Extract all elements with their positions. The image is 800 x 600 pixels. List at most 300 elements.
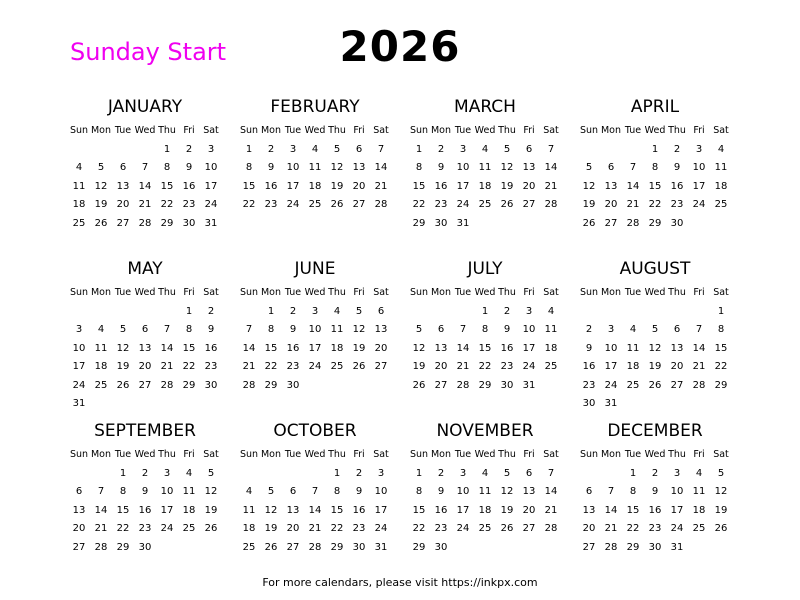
weekday-label: Wed	[304, 287, 326, 298]
day-cell: 27	[116, 217, 130, 229]
day-cell: 16	[434, 180, 448, 192]
empty-cell	[304, 465, 326, 484]
day-cell: 24	[286, 199, 300, 210]
day-cell: 12	[648, 342, 662, 354]
day-cell: 12	[582, 180, 596, 192]
day-cell: 20	[670, 361, 684, 372]
weekday-label: Mon	[600, 449, 622, 460]
month-february	[238, 92, 392, 254]
day-cell: 18	[714, 180, 728, 192]
weekday-label: Tue	[114, 125, 132, 136]
day-cell: 24	[456, 523, 470, 534]
empty-cell	[688, 303, 710, 322]
day-cell: 14	[242, 342, 256, 354]
weekday-label: Sun	[69, 449, 89, 460]
day-cell: 28	[456, 379, 470, 391]
day-cell: 3	[525, 305, 533, 317]
month-august	[578, 254, 732, 416]
day-cell: 20	[374, 342, 388, 354]
day-cell: 6	[525, 143, 533, 155]
day-grid	[578, 284, 732, 414]
day-cell: 31	[670, 541, 684, 553]
day-cell: 19	[500, 504, 514, 516]
day-cell: 26	[412, 379, 426, 391]
day-cell: 8	[185, 324, 193, 335]
day-cell: 27	[434, 379, 448, 391]
day-cell: 8	[717, 324, 725, 335]
day-cell: 12	[264, 504, 278, 516]
day-cell: 29	[160, 217, 174, 229]
weekday-label: Sun	[239, 125, 259, 136]
month-may	[68, 254, 222, 416]
day-cell: 22	[160, 199, 174, 210]
day-cell: 31	[204, 217, 218, 229]
footer-note: For more calendars, please visit https://inkpx.com	[262, 576, 538, 589]
weekday-label: Sat	[543, 449, 559, 460]
day-cell: 30	[670, 217, 684, 229]
day-cell: 30	[434, 541, 448, 553]
day-cell: 14	[544, 162, 558, 173]
day-cell: 11	[692, 486, 706, 497]
day-cell: 24	[160, 523, 174, 534]
day-cell: 27	[374, 361, 388, 372]
day-cell: 5	[503, 143, 511, 155]
day-cell: 7	[695, 324, 703, 335]
day-cell: 16	[138, 504, 152, 516]
day-cell: 19	[714, 504, 728, 516]
day-cell: 15	[182, 342, 196, 354]
day-cell: 23	[434, 523, 448, 534]
day-cell: 17	[456, 504, 470, 516]
day-cell: 30	[182, 217, 196, 229]
day-cell: 6	[75, 486, 83, 497]
day-cell: 20	[116, 199, 130, 210]
day-cell: 24	[522, 361, 536, 372]
day-cell: 1	[163, 143, 171, 155]
month-name: MAY	[127, 259, 163, 279]
day-cell: 1	[415, 143, 423, 155]
day-cell: 28	[308, 541, 322, 553]
day-cell: 18	[692, 504, 706, 516]
day-cell: 27	[582, 541, 596, 553]
weekday-label: Sun	[409, 287, 429, 298]
day-cell: 4	[185, 467, 193, 479]
day-cell: 21	[374, 180, 388, 192]
month-june	[238, 254, 392, 416]
weekday-label: Sat	[543, 287, 559, 298]
day-cell: 29	[412, 541, 426, 553]
day-cell: 24	[692, 199, 706, 210]
weekday-label: Mon	[430, 125, 452, 136]
day-cell: 6	[673, 324, 681, 335]
weekday-label: Thu	[158, 287, 176, 298]
day-cell: 28	[692, 379, 706, 391]
day-cell: 10	[204, 162, 218, 173]
day-cell: 11	[714, 162, 728, 173]
weekday-label: Fri	[353, 287, 365, 298]
day-cell: 16	[500, 342, 514, 354]
day-cell: 3	[289, 143, 297, 155]
day-cell: 17	[204, 180, 218, 192]
day-cell: 15	[412, 504, 426, 516]
day-cell: 27	[286, 541, 300, 553]
weekday-label: Fri	[693, 287, 705, 298]
weekday-label: Wed	[474, 287, 496, 298]
month-july	[408, 254, 562, 416]
weekday-label: Fri	[523, 287, 535, 298]
day-cell: 23	[582, 379, 596, 391]
weekday-label: Tue	[114, 287, 132, 298]
day-cell: 9	[651, 486, 659, 497]
day-cell: 31	[604, 398, 618, 409]
day-cell: 21	[308, 523, 322, 534]
weekday-label: Sun	[579, 125, 599, 136]
day-cell: 2	[503, 305, 511, 317]
day-cell: 13	[116, 180, 130, 192]
day-cell: 4	[547, 305, 555, 317]
weekday-label: Fri	[183, 287, 195, 298]
day-cell: 9	[503, 324, 511, 335]
months-grid	[68, 92, 740, 578]
weekday-label: Tue	[454, 125, 472, 136]
month-name: APRIL	[630, 97, 680, 117]
day-cell: 6	[585, 486, 593, 497]
day-grid	[238, 446, 392, 557]
day-cell: 17	[374, 504, 388, 516]
empty-cell	[600, 303, 622, 322]
day-cell: 9	[185, 162, 193, 173]
day-cell: 21	[456, 361, 470, 372]
weekday-label: Mon	[430, 287, 452, 298]
day-cell: 19	[352, 342, 366, 354]
day-cell: 15	[242, 180, 256, 192]
day-cell: 7	[311, 486, 319, 497]
day-cell: 13	[434, 342, 448, 354]
weekday-label: Wed	[644, 287, 666, 298]
empty-cell	[622, 141, 644, 160]
day-cell: 14	[544, 486, 558, 497]
day-cell: 26	[648, 379, 662, 391]
weekday-label: Thu	[328, 125, 346, 136]
day-cell: 19	[582, 199, 596, 210]
day-cell: 23	[264, 199, 278, 210]
day-grid	[578, 446, 732, 557]
day-grid	[238, 122, 392, 215]
day-cell: 25	[182, 523, 196, 534]
empty-cell	[112, 303, 134, 322]
day-cell: 21	[544, 180, 558, 192]
day-cell: 26	[330, 199, 344, 210]
day-cell: 12	[116, 342, 130, 354]
empty-cell	[90, 141, 112, 160]
empty-cell	[578, 141, 600, 160]
weekday-label: Sun	[69, 287, 89, 298]
day-cell: 22	[330, 523, 344, 534]
weekday-label: Wed	[644, 449, 666, 460]
weekday-label: Wed	[644, 125, 666, 136]
day-cell: 23	[204, 361, 218, 372]
weekday-label: Sat	[203, 125, 219, 136]
day-cell: 3	[459, 143, 467, 155]
weekday-label: Tue	[284, 287, 302, 298]
day-cell: 2	[437, 467, 445, 479]
day-cell: 29	[182, 379, 196, 391]
day-cell: 23	[352, 523, 366, 534]
day-cell: 10	[456, 486, 470, 497]
day-cell: 26	[352, 361, 366, 372]
day-cell: 27	[138, 379, 152, 391]
day-grid	[68, 122, 222, 233]
empty-cell	[238, 303, 260, 322]
day-cell: 4	[333, 305, 341, 317]
weekday-label: Mon	[90, 449, 112, 460]
day-cell: 4	[97, 324, 105, 335]
day-cell: 3	[207, 143, 215, 155]
weekday-label: Mon	[260, 125, 282, 136]
empty-cell	[238, 465, 260, 484]
day-cell: 8	[333, 486, 341, 497]
empty-cell	[134, 303, 156, 322]
day-cell: 1	[245, 143, 253, 155]
day-cell: 6	[377, 305, 385, 317]
day-cell: 12	[412, 342, 426, 354]
weekday-label: Sun	[579, 449, 599, 460]
day-cell: 29	[330, 541, 344, 553]
day-cell: 1	[267, 305, 275, 317]
day-cell: 1	[481, 305, 489, 317]
day-cell: 15	[412, 180, 426, 192]
day-cell: 8	[481, 324, 489, 335]
day-cell: 22	[116, 523, 130, 534]
day-cell: 15	[626, 504, 640, 516]
day-cell: 5	[355, 305, 363, 317]
day-cell: 26	[264, 541, 278, 553]
day-cell: 8	[245, 162, 253, 173]
day-cell: 11	[478, 486, 492, 497]
day-cell: 18	[626, 361, 640, 372]
day-cell: 14	[138, 180, 152, 192]
day-cell: 1	[119, 467, 127, 479]
weekday-label: Sat	[373, 125, 389, 136]
weekday-label: Mon	[260, 287, 282, 298]
day-cell: 10	[692, 162, 706, 173]
day-cell: 14	[626, 180, 640, 192]
day-cell: 10	[374, 486, 388, 497]
day-cell: 30	[648, 541, 662, 553]
day-cell: 24	[308, 361, 322, 372]
month-name: OCTOBER	[273, 421, 357, 441]
weekday-label: Tue	[624, 287, 642, 298]
day-cell: 28	[604, 541, 618, 553]
day-cell: 3	[75, 324, 83, 335]
empty-cell	[408, 303, 430, 322]
day-cell: 14	[94, 504, 108, 516]
day-cell: 3	[607, 324, 615, 335]
month-april	[578, 92, 732, 254]
day-cell: 17	[308, 342, 322, 354]
day-cell: 8	[629, 486, 637, 497]
day-cell: 2	[585, 324, 593, 335]
month-name: DECEMBER	[607, 421, 703, 441]
day-cell: 9	[207, 324, 215, 335]
day-cell: 10	[308, 324, 322, 335]
weekday-label: Wed	[474, 449, 496, 460]
day-cell: 6	[355, 143, 363, 155]
day-cell: 5	[585, 162, 593, 173]
weekday-label: Mon	[430, 449, 452, 460]
day-cell: 21	[626, 199, 640, 210]
day-cell: 8	[415, 162, 423, 173]
day-cell: 10	[72, 342, 86, 354]
weekday-label: Tue	[624, 449, 642, 460]
day-cell: 20	[434, 361, 448, 372]
day-cell: 10	[286, 162, 300, 173]
day-cell: 5	[717, 467, 725, 479]
day-cell: 5	[503, 467, 511, 479]
day-cell: 30	[138, 541, 152, 553]
day-cell: 31	[456, 217, 470, 229]
day-cell: 1	[717, 305, 725, 317]
day-cell: 19	[204, 504, 218, 516]
day-cell: 20	[582, 523, 596, 534]
day-cell: 28	[374, 199, 388, 210]
day-cell: 14	[374, 162, 388, 173]
weekday-label: Thu	[668, 287, 686, 298]
day-cell: 17	[456, 180, 470, 192]
day-grid	[408, 284, 562, 395]
day-cell: 28	[160, 379, 174, 391]
day-cell: 18	[330, 342, 344, 354]
weekday-label: Thu	[158, 449, 176, 460]
day-cell: 6	[525, 467, 533, 479]
day-cell: 26	[500, 523, 514, 534]
day-cell: 19	[116, 361, 130, 372]
day-cell: 21	[544, 504, 558, 516]
day-grid	[68, 284, 222, 414]
day-cell: 27	[522, 199, 536, 210]
day-cell: 10	[522, 324, 536, 335]
day-cell: 3	[695, 143, 703, 155]
day-cell: 11	[626, 342, 640, 354]
empty-cell	[452, 303, 474, 322]
day-cell: 28	[138, 217, 152, 229]
day-cell: 17	[286, 180, 300, 192]
day-cell: 8	[163, 162, 171, 173]
weekday-label: Wed	[304, 449, 326, 460]
day-cell: 23	[500, 361, 514, 372]
day-cell: 21	[692, 361, 706, 372]
day-cell: 8	[415, 486, 423, 497]
weekday-label: Sat	[543, 125, 559, 136]
month-november	[408, 416, 562, 578]
day-cell: 16	[352, 504, 366, 516]
weekday-label: Fri	[353, 449, 365, 460]
day-cell: 30	[204, 379, 218, 391]
weekday-label: Mon	[260, 449, 282, 460]
day-cell: 10	[670, 486, 684, 497]
day-cell: 19	[500, 180, 514, 192]
day-cell: 25	[242, 541, 256, 553]
weekday-label: Fri	[183, 125, 195, 136]
weekday-label: Thu	[498, 125, 516, 136]
day-cell: 25	[94, 379, 108, 391]
day-cell: 21	[160, 361, 174, 372]
day-cell: 9	[585, 342, 593, 354]
day-cell: 14	[456, 342, 470, 354]
empty-cell	[68, 465, 90, 484]
day-cell: 24	[456, 199, 470, 210]
weekday-label: Sat	[373, 449, 389, 460]
day-cell: 23	[648, 523, 662, 534]
day-cell: 22	[478, 361, 492, 372]
day-cell: 3	[377, 467, 385, 479]
day-cell: 9	[289, 324, 297, 335]
day-cell: 2	[141, 467, 149, 479]
day-cell: 2	[651, 467, 659, 479]
weekday-label: Wed	[134, 125, 156, 136]
day-cell: 23	[138, 523, 152, 534]
day-cell: 22	[412, 523, 426, 534]
day-cell: 4	[245, 486, 253, 497]
day-cell: 15	[264, 342, 278, 354]
day-cell: 1	[415, 467, 423, 479]
day-cell: 2	[437, 143, 445, 155]
day-cell: 11	[242, 504, 256, 516]
day-cell: 19	[94, 199, 108, 210]
month-name: JUNE	[294, 259, 336, 279]
empty-cell	[282, 465, 304, 484]
day-cell: 17	[72, 361, 86, 372]
day-grid	[408, 446, 562, 557]
day-cell: 26	[500, 199, 514, 210]
day-cell: 2	[185, 143, 193, 155]
day-cell: 30	[582, 398, 596, 409]
day-grid	[408, 122, 562, 233]
day-cell: 23	[670, 199, 684, 210]
day-cell: 15	[478, 342, 492, 354]
day-cell: 24	[72, 379, 86, 391]
weekday-label: Tue	[114, 449, 132, 460]
empty-cell	[156, 303, 178, 322]
day-cell: 15	[116, 504, 130, 516]
day-cell: 20	[604, 199, 618, 210]
empty-cell	[578, 303, 600, 322]
day-cell: 12	[94, 180, 108, 192]
day-cell: 17	[522, 342, 536, 354]
day-cell: 14	[308, 504, 322, 516]
day-cell: 3	[459, 467, 467, 479]
day-cell: 7	[245, 324, 253, 335]
weekday-label: Mon	[90, 125, 112, 136]
day-cell: 19	[330, 180, 344, 192]
weekday-label: Sun	[579, 287, 599, 298]
day-cell: 18	[478, 180, 492, 192]
day-cell: 7	[141, 162, 149, 173]
weekday-label: Wed	[134, 449, 156, 460]
day-cell: 29	[116, 541, 130, 553]
weekday-label: Thu	[498, 287, 516, 298]
day-cell: 29	[648, 217, 662, 229]
weekday-label: Tue	[284, 125, 302, 136]
weekday-label: Thu	[668, 125, 686, 136]
day-cell: 18	[94, 361, 108, 372]
month-name: NOVEMBER	[436, 421, 534, 441]
day-cell: 13	[138, 342, 152, 354]
day-cell: 28	[242, 379, 256, 391]
day-cell: 13	[286, 504, 300, 516]
day-cell: 23	[434, 199, 448, 210]
day-cell: 1	[651, 143, 659, 155]
